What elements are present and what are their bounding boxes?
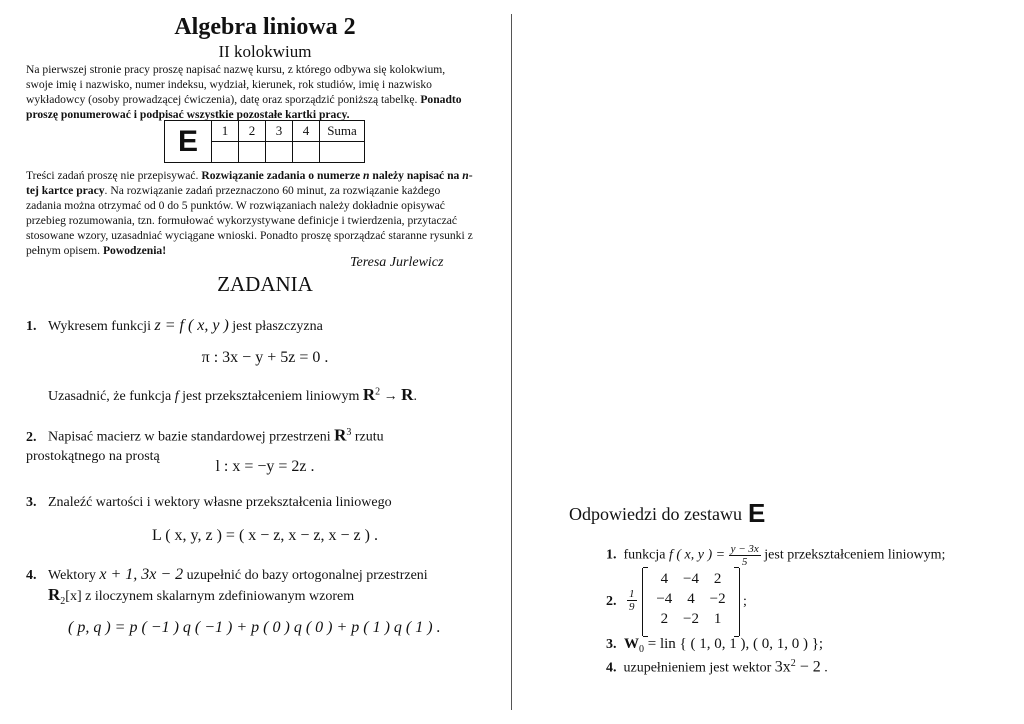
task-text: Uzasadnić, że funkcja [48,389,175,404]
answer-formula: = lin { ( 1, 0, 1 ), ( 0, 1, 0 ) }; [644,636,824,652]
matrix-cell: −4 [656,591,673,607]
matrix-cell: 2 [713,571,722,587]
task-1 [26,317,323,335]
task-text: Wektory [48,568,100,583]
space-symbol: R [401,385,414,404]
task-text: jest przekształceniem liniowym [178,389,363,404]
answer-4 [606,658,828,677]
answer-text: jest przekształceniem liniowym; [760,547,946,563]
task-number: 4. [26,568,37,583]
space-symbol: R [334,425,347,445]
task-text: Wykresem funkcji [48,319,155,334]
answer-exponent: 2 [790,658,796,669]
answer-1 [606,543,945,568]
instructions-text: Na pierwszej stronie pracy proszę napisać nazwę kursu, z którego odbywa się kolokwium, swoje imię i nazwisko, numer indeksu, wydział, kierunek, rok studiów, imię i nazwisko wykładowcy (osoby prowadzącej ćwiczenia), datę oraz sporządzić poniższą tabelkę. [26,63,446,106]
instructions-text: Treści zadań proszę nie przepisywać. [26,169,202,182]
grade-header-sum: Suma [320,121,365,142]
variant-letter: E [165,121,212,163]
answer-3 [606,636,823,655]
task-4-space [48,585,354,607]
instructions-text: . Na rozwiązanie zadań przeznaczono 60 minut, za rozwiązanie każdego zadania można otrzymać od 0 do 5 punktów. W rozwiązaniach należy dokładnie opisywać przebieg rozumowania, tzn. formułować wykorzystywane definicje i twierdzenia, przytaczać stosowane wzory, uzasadniać wyciągane wnioski. Ponadto proszę sporządzać staranne rysunki z pełnym opisem. [26,184,473,257]
task-formula: x + 1, 3x − 2 [99,566,184,583]
fraction-denominator: 5 [741,556,748,568]
grade-header-3: 3 [266,121,293,142]
task-3-equation: L ( x, y, z ) = ( x − z, x − z, x − z ) . [152,527,378,544]
grade-header-4: 4 [293,121,320,142]
answer-number: 3. [606,637,617,652]
fraction-numerator: 1 [629,588,635,600]
task-number: 2. [26,429,37,445]
page-subtitle: II kolokwium [218,42,312,61]
answer-2-tail: ; [743,594,747,609]
matrix-cell: 4 [660,571,669,587]
task-text: z iloczynem skalarnym zdefiniowanym wzorem [81,589,355,604]
matrix-cell: 1 [713,611,722,627]
task-1-question [48,385,417,405]
matrix-cell: 4 [687,591,695,607]
answers-title-text: Odpowiedzi do zestawu [569,504,742,524]
instructions-bold-text: Rozwiązanie zadania o numerze [201,169,364,182]
space-symbol: R [48,585,61,604]
task-text: rzutu prostokątnego na prostą [26,429,384,464]
page-title: Algebra liniowa 2 [174,14,356,40]
grade-cell [293,142,320,163]
answers-variant-letter: E [747,498,766,528]
grade-cell [266,142,293,163]
answer-formula: − 2 [795,658,821,676]
answer-2-matrix [642,568,740,636]
instructions-bold-text: należy napisać na [369,169,463,182]
matrix-cell: −2 [709,591,726,607]
arrow-symbol: → [380,389,402,404]
task-4-equation: ( p, q ) = p ( −1 ) q ( −1 ) + p ( 0 ) q ( 0 ) + p ( 1 ) q ( 1 ) . [68,619,441,636]
answer-formula: 3x [774,658,791,676]
instructions-bold: Ponadto proszę ponumerować i podpisać wszystkie pozostałe kartki pracy. [26,93,462,121]
space-exponent: 2 [375,386,381,398]
subspace-symbol: W [624,636,639,652]
space-exponent: 3 [346,427,352,438]
answer-text: . [820,660,828,676]
grade-cell [239,142,266,163]
space-argument: [x] [65,589,82,604]
author: Teresa Jurlewicz [350,255,444,270]
answer-text: uzupełnieniem jest wektor [623,660,775,676]
task-formula: f [174,389,179,404]
task-3 [26,495,392,511]
answer-number: 1. [606,547,617,563]
task-number: 1. [26,319,37,334]
instructions-n: n [462,169,469,182]
answer-number: 4. [606,660,617,676]
matrix-cell: 2 [660,611,669,627]
task-2-equation: l : x = −y = 2z . [215,458,315,475]
answers-title [569,498,765,529]
grade-cell [320,142,365,163]
task-number: 3. [26,495,37,510]
space-subscript: 2 [60,595,66,607]
instructions-n: n [363,169,370,182]
answer-text: funkcja [623,547,669,563]
fraction-denominator: 9 [629,601,635,613]
grade-table [164,120,365,163]
grade-header-2: 2 [239,121,266,142]
subspace-subscript: 0 [639,644,644,655]
space-symbol: R [362,385,376,404]
instructions-bold-text: -tej kartce pracy [26,169,473,197]
task-4 [26,566,428,584]
matrix-cell: −2 [683,611,699,627]
answer-2-fraction [627,588,637,613]
instructions-paragraph-1 [26,62,474,122]
task-formula: z = f ( x, y ) [154,317,229,334]
task-text: Znaleźć wartości i wektory własne przekształcenia liniowego [48,495,392,510]
answer-1-fraction [729,543,761,568]
fraction-numerator: y − 3x [730,543,759,555]
task-1-equation: π : 3x − y + 5z = 0 . [201,349,329,366]
answer-number: 2. [606,594,617,609]
instructions-paragraph-2 [26,168,474,258]
matrix-cell: −4 [683,571,699,587]
answer-2 [606,594,617,610]
answer-2-scalar [627,588,637,613]
task-text: Napisać macierz w bazie standardowej przestrzeni [48,429,335,445]
task-text: . [413,389,417,404]
grade-cell [212,142,239,163]
answer-formula: f ( x, y ) = [668,547,726,563]
column-divider [511,14,512,710]
grade-header-1: 1 [212,121,239,142]
section-title: ZADANIA [217,272,313,296]
task-text: jest płaszczyzna [228,319,323,334]
task-text: uzupełnić do bazy ortogonalnej przestrzeni [183,568,428,583]
instructions-bold: Powodzenia! [102,244,167,257]
